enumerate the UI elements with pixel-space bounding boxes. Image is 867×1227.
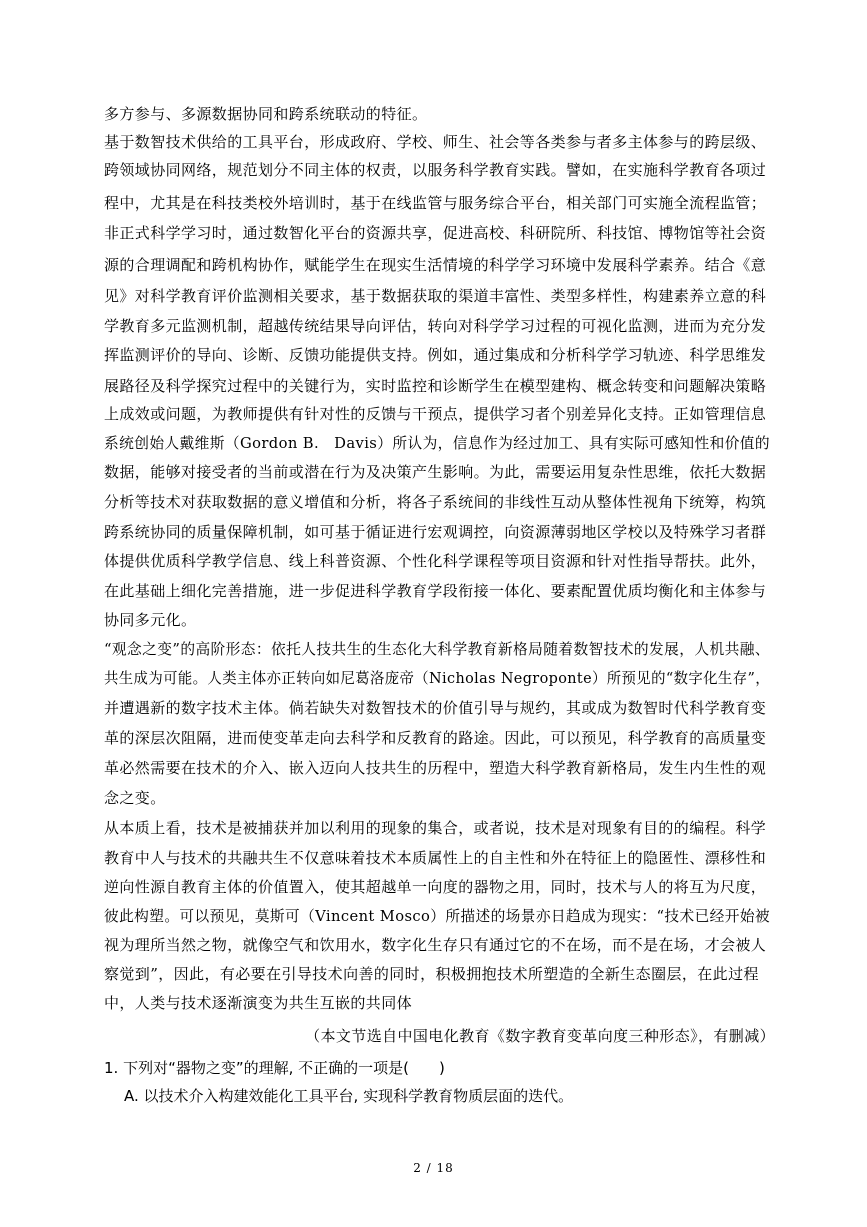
paragraph-line: 革的深层次阻隔，进而使变革走向去科学和反教育的路途。因此，可以预见，科学教育的高质量变 <box>104 729 767 747</box>
paragraph-line: 展路径及科学探究过程中的关键行为，实时监控和诊断学生在模型建构、概念转变和问题解决策略 <box>104 377 767 395</box>
paragraph-line: 跨系统协同的质量保障机制，如可基于循证进行宏观调控，向资源薄弱地区学校以及特殊学习者群 <box>104 523 767 541</box>
paragraph-line: 体提供优质科学教学信息、线上科普资源、个性化科学课程等项目资源和针对性指导帮扶。此外， <box>104 552 767 570</box>
paragraph-line: 念之变。 <box>104 789 166 807</box>
paragraph-line: 从本质上看，技术是被捕获并加以利用的现象的集合，或者说，技术是对现象有目的的编程。科学 <box>104 819 767 837</box>
paragraph-line: 学教育多元监测机制，超越传统结果导向评估，转向对科学学习过程的可视化监测，进而为充分发 <box>104 317 767 335</box>
paragraph-line: 共生成为可能。人类主体亦正转向如尼葛洛庞帝（Nicholas Negroponte）所预见的“数字化生存”， <box>104 669 770 687</box>
paragraph-line: 教育中人与技术的共融共生不仅意味着技术本质属性上的自主性和外在特征上的隐匿性、漂移性和 <box>104 849 767 867</box>
question-option-a: A. 以技术介入构建效能化工具平台, 实现科学教育物质层面的迭代。 <box>124 1087 574 1105</box>
paragraph-line: 源的合理调配和跨机构协作，赋能学生在现实生活情境的科学学习环境中发展科学素养。结合《意 <box>104 256 767 274</box>
paragraph-line: 逆向性源自教育主体的价值置入，使其超越单一向度的器物之用，同时，技术与人的将互为尺度， <box>104 878 767 896</box>
paragraph-line: 视为理所当然之物，就像空气和饮用水，数字化生存只有通过它的不在场，而不是在场，才会被人 <box>104 936 767 954</box>
paragraph-line: 上成效或问题，为教师提供有针对性的反馈与干预点，提供学习者个别差异化支持。正如管理信息 <box>104 405 767 423</box>
article-source: （本文节选自中国电化教育《数字教育变革向度三种形态》，有删减） <box>305 1027 775 1045</box>
paragraph-line: 程中，尤其是在科技类校外培训时，基于在线监管与服务综合平台，相关部门可实施全流程监管； <box>104 194 767 212</box>
paragraph-line: 基于数智技术供给的工具平台，形成政府、学校、师生、社会等各类参与者多主体参与的跨层级、 <box>104 133 767 151</box>
paragraph-line: 非正式科学学习时，通过数智化平台的资源共享，促进高校、科研院所、科技馆、博物馆等社会资 <box>104 224 767 242</box>
paragraph-line: 并遭遇新的数字技术主体。倘若缺失对数智技术的价值引导与规约，其或成为数智时代科学教育变 <box>104 699 767 717</box>
paragraph-line: 跨领域协同网络，规范划分不同主体的权责，以服务科学教育实践。譬如，在实施科学教育各项过 <box>104 161 767 179</box>
paragraph-line: 中，人类与技术逐渐演变为共生互嵌的共同体 <box>104 994 413 1012</box>
paragraph-line: 察觉到”，因此，有必要在引导技术向善的同时，积极拥抱技术所塑造的全新生态圈层，在此过程 <box>104 965 759 983</box>
paragraph-line: 系统创始人戴维斯（Gordon B. Davis）所认为，信息作为经过加工、具有实际可感知性和价值的 <box>104 434 771 452</box>
paragraph-line: “观念之变”的高阶形态：依托人技共生的生态化大科学教育新格局随着数智技术的发展，人机共融、 <box>104 640 770 658</box>
page-number: 2 / 18 <box>413 1161 454 1175</box>
paragraph-line: 挥监测评价的导向、诊断、反馈功能提供支持。例如，通过集成和分析科学学习轨迹、科学思维发 <box>104 346 767 364</box>
paragraph-line: 革必然需要在技术的介入、嵌入迈向人技共生的历程中，塑造大科学教育新格局，发生内生性的观 <box>104 759 767 777</box>
paragraph-line: 数据，能够对接受者的当前或潜在行为及决策产生影响。为此，需要运用复杂性思维，依托大数据 <box>104 463 767 481</box>
question-stem: 1. 下列对“器物之变”的理解, 不正确的一项是( ) <box>104 1059 445 1077</box>
paragraph-line: 彼此构塑。可以预见，莫斯可（Vincent Mosco）所描述的场景亦日趋成为现实：“技术已经开始被 <box>104 907 771 925</box>
paragraph-line: 分析等技术对获取数据的意义增值和分析，将各子系统间的非线性互动从整体性视角下统筹，构筑 <box>104 493 767 511</box>
paragraph-line: 协同多元化。 <box>104 611 197 629</box>
paragraph-line: 见》对科学教育评价监测相关要求，基于数据获取的渠道丰富性、类型多样性，构建素养立意的科 <box>104 287 767 305</box>
paragraph-line: 多方参与、多源数据协同和跨系统联动的特征。 <box>104 105 428 123</box>
paragraph-line: 在此基础上细化完善措施，进一步促进科学教育学段衔接一体化、要素配置优质均衡化和主体参与 <box>104 582 767 600</box>
